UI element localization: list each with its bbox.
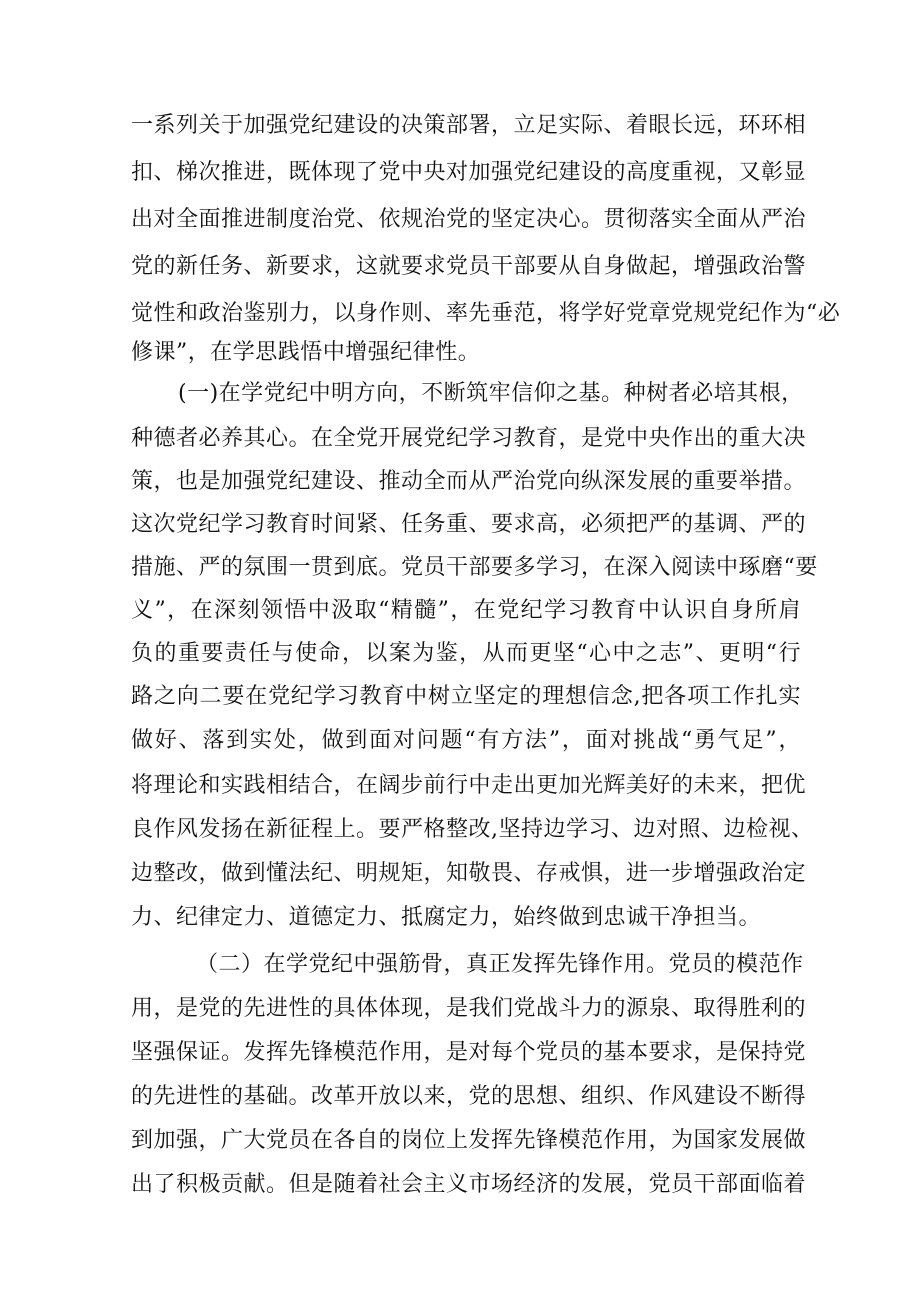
text-line: 出了积极贡献。但是随着社会主义市场经济的发展，党员干部面临着 [131, 1172, 807, 1197]
text-line: 党的新任务、新要求，这就要求党员干部要从自身做起，增强政治警 [131, 254, 807, 279]
text-line: 将理论和实践相结合，在阔步前行中走出更加光辉美好的未来，把优 [131, 773, 807, 798]
text-line: 觉性和政治鉴别力，以身作则、率先垂范，将学好党章党规党纪作为“必 [131, 301, 841, 326]
text-line: 用，是党的先进性的具体体现，是我们党战斗力的源泉、取得胜利的 [131, 996, 807, 1021]
text-line: 措施、严的氛围一贯到底。党员干部要多学习，在深入阅读中琢磨“要 [131, 555, 818, 580]
text-line: 扣、梯次推进，既体现了党中央对加强党纪建设的高度重视，又彰显 [131, 160, 807, 185]
text-line: 的先进性的基础。改革开放以来，党的思想、组织、作风建设不断得 [131, 1084, 807, 1109]
text-line: 这次党纪学习教育时间紧、任务重、要求高，必须把严的基调、严的 [131, 512, 807, 537]
text-line: 义”，在深刻领悟中汲取“精髓”，在党纪学习教育中认识自身所肩 [131, 598, 801, 623]
text-line: 策，也是加强党纪建设、推动全而从严治党向纵深发展的重要举措。 [131, 469, 807, 494]
text-line: 路之向二要在党纪学习教育中树立坚定的理想信念,把各项工作扎实 [131, 684, 801, 709]
text-line: 修课”，在学思践悟中增强纪律性。 [131, 340, 481, 365]
text-line: 出对全面推进制度治党、依规治党的坚定决心。贯彻落实全面从严治 [131, 207, 807, 232]
text-line: 做好、落到实处，做到面对问题“有方法”，面对挑战“勇气足”， [131, 728, 801, 753]
text-line: 坚强保证。发挥先锋模范作用，是对每个党员的基本要求，是保持党 [131, 1040, 807, 1065]
section-heading-line: (一)在学党纪中明方向，不断筑牢信仰之基。种树者必培其根， [178, 381, 804, 406]
text-line: 力、纪律定力、道德定力、抵腐定力，始终做到忠诚干净担当。 [131, 905, 762, 930]
text-line: 负的重要责任与使命，以案为鉴，从而更坚“心中之志”、更明“行 [131, 641, 801, 666]
text-line: 边整改，做到懂法纪、明规矩，知敬畏、存戒惧，进一步增强政治定 [131, 861, 807, 886]
text-line: 种德者必养其心。在全党开展党纪学习教育，是党中央作出的重大决 [131, 426, 807, 451]
text-line: 良作风发扬在新征程上。要严格整改,坚持边学习、边对照、边检视、 [131, 817, 814, 842]
text-line: 到加强，广大党员在各自的岗位上发挥先锋模范作用，为国家发展做 [131, 1128, 807, 1153]
text-line: 一系列关于加强党纪建设的决策部署，立足实际、着眼长远，环环相 [131, 113, 807, 138]
section-heading-line: （二）在学党纪中强筋骨，真正发挥先锋作用。党员的模范作 [196, 952, 804, 977]
